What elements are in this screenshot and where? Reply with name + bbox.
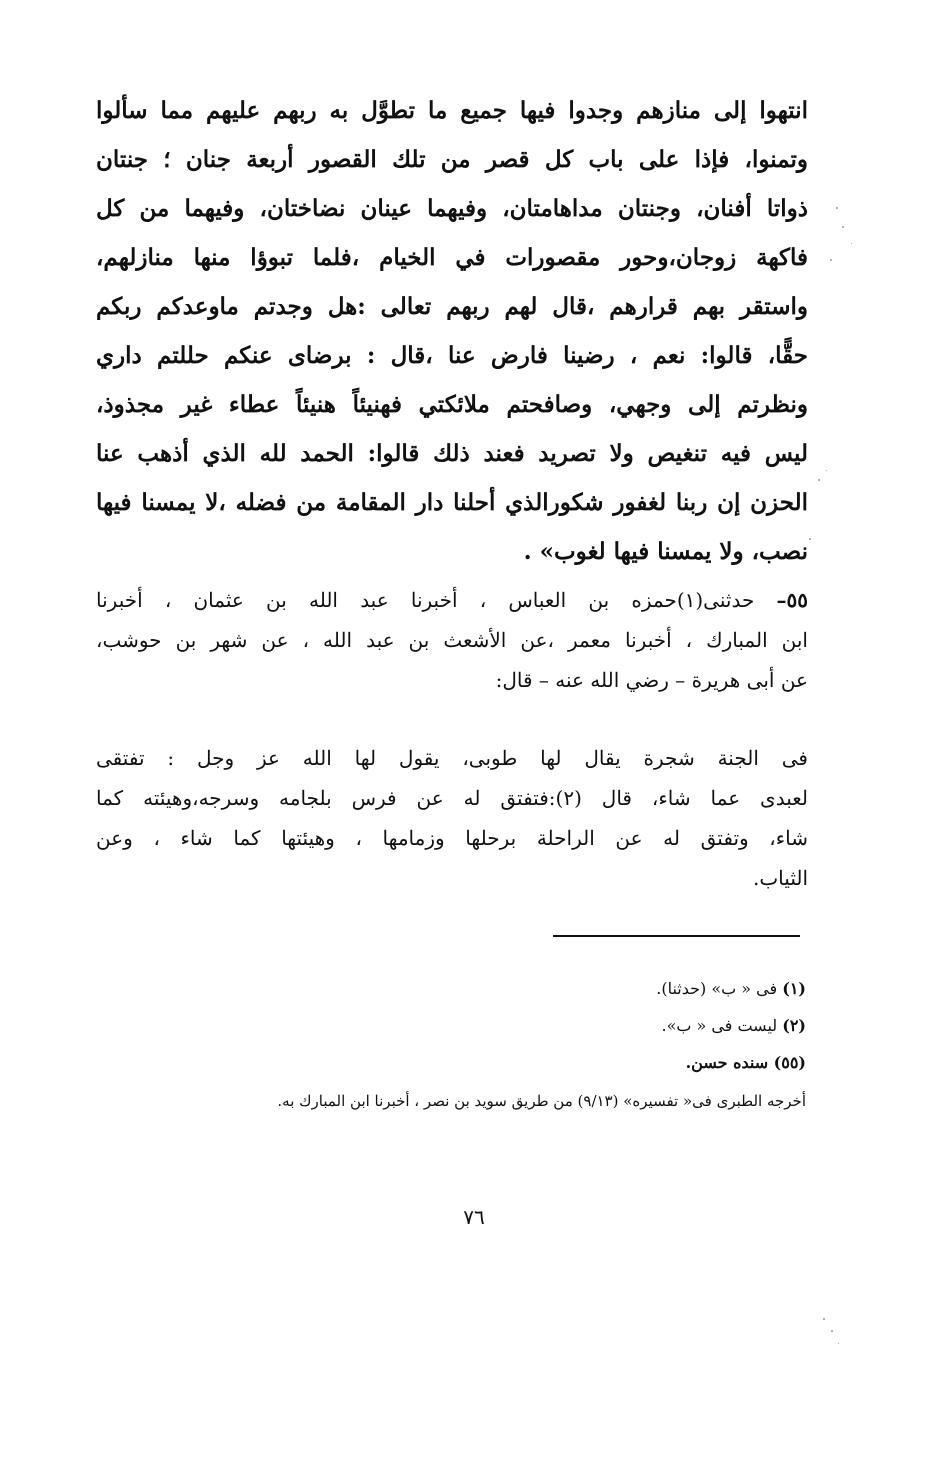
footnote-text: فى « ب» (حدثنا).	[656, 979, 783, 998]
footnote	[120, 970, 806, 1007]
body-line: لعبدى عما شاء، قال (٢):فتفتق له عن فرس بلجامه وسرجه،وهيئته كما	[96, 786, 808, 810]
footnote-number: (١)	[782, 979, 806, 998]
narration-line: ابن المبارك ، أخبرنا معمر ،عن الأشعث بن عبد الله ، عن شهر بن حوشب،	[96, 628, 808, 652]
text-line: واستقر بهم قرارهم ،قال لهم ربهم تعالى :هل وجدتم ماوعدكم ربكم	[96, 293, 808, 320]
grade-note: (٥٥) سنده حسن.	[685, 1053, 806, 1072]
body-line: شاء، وتفتق له عن الراحلة برحلها وزمامها ، وهيئتها كما شاء ، وعن	[96, 826, 808, 850]
hadith-body	[96, 738, 808, 898]
footnote-number: (٢)	[782, 1016, 806, 1035]
text-line: ونظرتم إلى وجهي، وصافحتم ملائكتي فهنيئاً هنيئاً عطاء غير مجذوذ،	[96, 391, 808, 418]
body-line: فى الجنة شجرة يقال لها طوبى، يقول لها الله عز وجل : تفتقى	[96, 746, 808, 770]
scan-speck	[838, 1343, 839, 1344]
body-line: الثياب.	[753, 866, 808, 890]
text-line: انتهوا إلى منازهم وجدوا فيها جميع ما تطوَّل به ربهم عليهم مما سألوا	[96, 97, 808, 124]
text-line: وتمنوا، فإذا على باب كل قصر من تلك القصور أربعة جنان ؛ جنتان	[96, 146, 808, 173]
narration-text: حدثنى(١)حمزه بن العباس ، أخبرنا عبد الله بن عثمان ، أخبرنا	[96, 588, 777, 612]
scan-speck	[831, 1330, 833, 1332]
text-line: نصب، ولا يمسنا فيها لغوب» .	[523, 538, 808, 565]
scan-speck	[826, 470, 827, 471]
hadith-number: ٥٥–	[776, 588, 808, 612]
footnote-text: ليست فى « ب».	[661, 1016, 783, 1035]
footnote	[120, 1007, 806, 1044]
page-number: ٧٦	[463, 1205, 485, 1229]
bold-passage	[96, 86, 808, 576]
text-line: الحزن إن ربنا لغفور شكورالذي أحلنا دار المقامة من فضله ،لا يمسنا فيها	[96, 489, 808, 516]
narration-line	[96, 580, 808, 620]
footnotes	[120, 970, 806, 1121]
scan-speck	[851, 243, 852, 244]
scan-speck	[830, 259, 832, 261]
narration-chain	[96, 580, 808, 700]
scan-speck	[809, 538, 811, 540]
text-line: ذواتا أفنان، وجنتان مداهامتان، وفيهما عينان نضاختان، وفيهما من كل	[96, 195, 808, 222]
text-line: ليس فيه تنغيص ولا تصريد فعند ذلك قالوا: الحمد لله الذي أذهب عنا	[96, 440, 808, 467]
scan-speck	[836, 207, 838, 209]
footnote-divider	[553, 935, 800, 937]
narration-line: عن أبى هريرة – رضي الله عنه – قال:	[495, 668, 808, 692]
text-line: حقًّا، قالوا: نعم ، رضينا فارض عنا ،قال : برضاى عنكم حللتم داري	[96, 342, 808, 369]
text-line: فاكهة زوجان،وحور مقصورات في الخيام ،فلما تبوؤا منها منازلهم،	[96, 244, 808, 271]
scan-speck	[823, 1318, 825, 1320]
scan-speck	[818, 479, 820, 481]
scan-speck	[842, 226, 844, 228]
reference-note: أخرجه الطبرى فى« تفسيره» (٩/١٣) من طريق سويد بن نصر ، أخبرنا ابن المبارك به.	[277, 1092, 806, 1110]
